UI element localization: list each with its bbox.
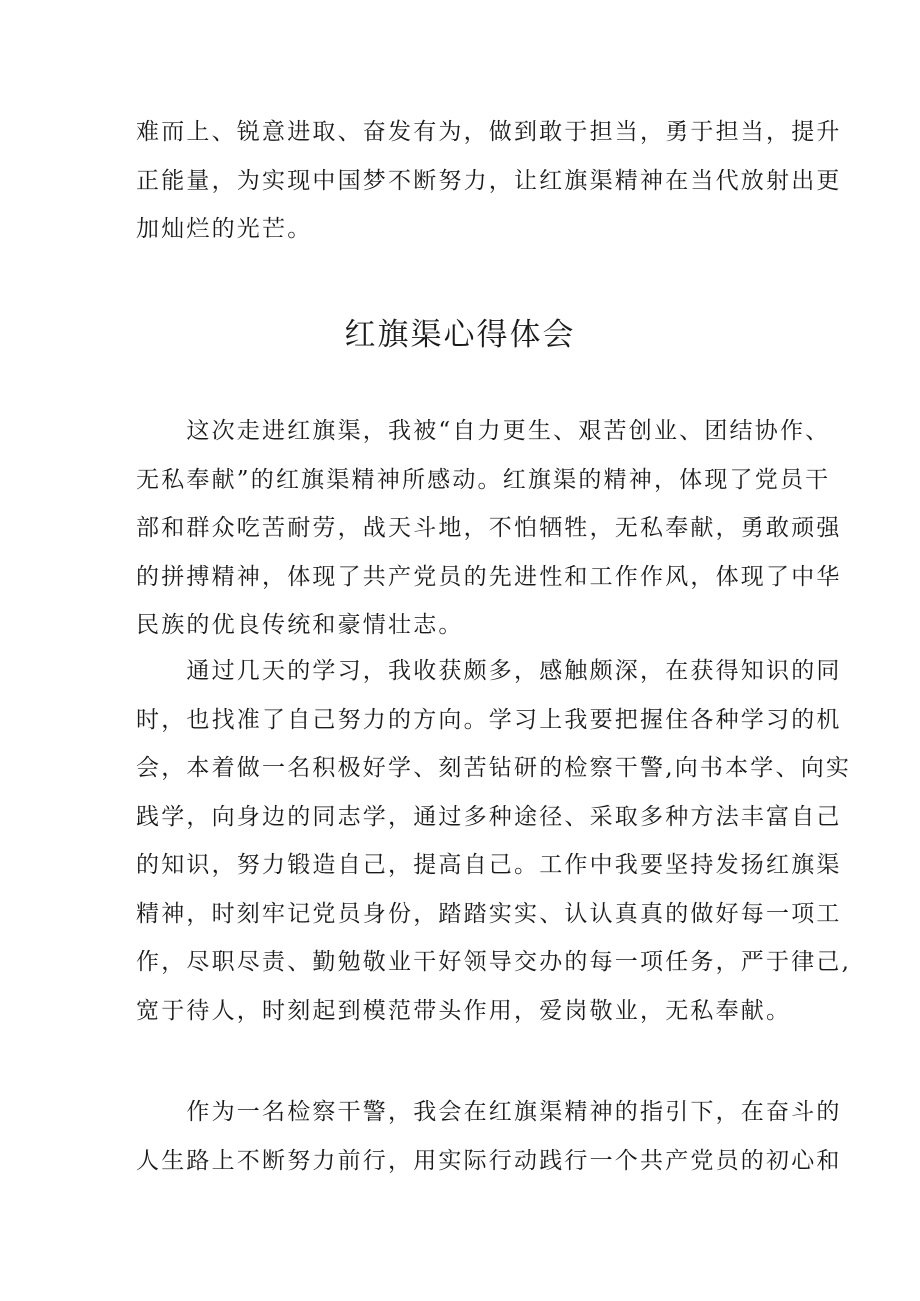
text-line: 践学，向身边的同志学，通过多种途径、采取多种方法丰富自己 <box>136 803 842 830</box>
text-line: 民族的优良传统和豪情壮志。 <box>136 612 464 638</box>
paragraph-3 <box>136 1088 842 1185</box>
paragraph-2 <box>136 647 852 1035</box>
text-line: 无私奉献”的红旗渠精神所感动。红旗渠的精神，体现了党员干 <box>136 466 831 493</box>
text-line: 精神，时刻牢记党员身份，踏踏实实、认认真真的做好每一项工 <box>136 900 842 927</box>
text-line: 加灿烂的光芒。 <box>136 216 313 242</box>
text-line: 正能量，为实现中国梦不断努力，让红旗渠精神在当代放射出更 <box>136 167 842 194</box>
text-line: 通过几天的学习，我收获颇多，感触颇深，在获得知识的同 <box>136 658 842 684</box>
text-line: 部和群众吃苦耐劳，战天斗地，不怕牺牲，无私奉献，勇敢顽强 <box>136 515 842 541</box>
text-line: 时，也找准了自己努力的方向。学习上我要把握住各种学习的机 <box>136 706 842 733</box>
text-line: 会，本着做一名积极好学、刻苦钻研的检察干警,向书本学、向实 <box>136 755 852 781</box>
text-line: 的知识，努力锻造自己，提高自己。工作中我要坚持发扬红旗渠 <box>136 852 842 878</box>
text-line: 难而上、锐意进取、奋发有为，做到敢于担当，勇于担当，提升 <box>136 119 842 145</box>
text-line: 这次走进红旗渠，我被“自力更生、艰苦创业、团结协作、 <box>136 418 831 444</box>
text-line: 人生路上不断努力前行，用实际行动践行一个共产党员的初心和 <box>136 1147 842 1174</box>
text-line: 的拼搏精神，体现了共产党员的先进性和工作作风，体现了中华 <box>136 563 842 590</box>
text-line: 作，尽职尽责、勤勉敬业干好领导交办的每一项任务，严于律己, <box>136 949 852 975</box>
text-line: 作为一名检察干警，我会在红旗渠精神的指引下，在奋斗的 <box>136 1099 842 1125</box>
text-line: 宽于待人，时刻起到模范带头作用，爱岗敬业，无私奉献。 <box>136 997 792 1024</box>
intro-paragraph <box>136 108 842 254</box>
paragraph-1 <box>136 407 842 650</box>
document-title: 红旗渠心得体会 <box>344 317 576 353</box>
